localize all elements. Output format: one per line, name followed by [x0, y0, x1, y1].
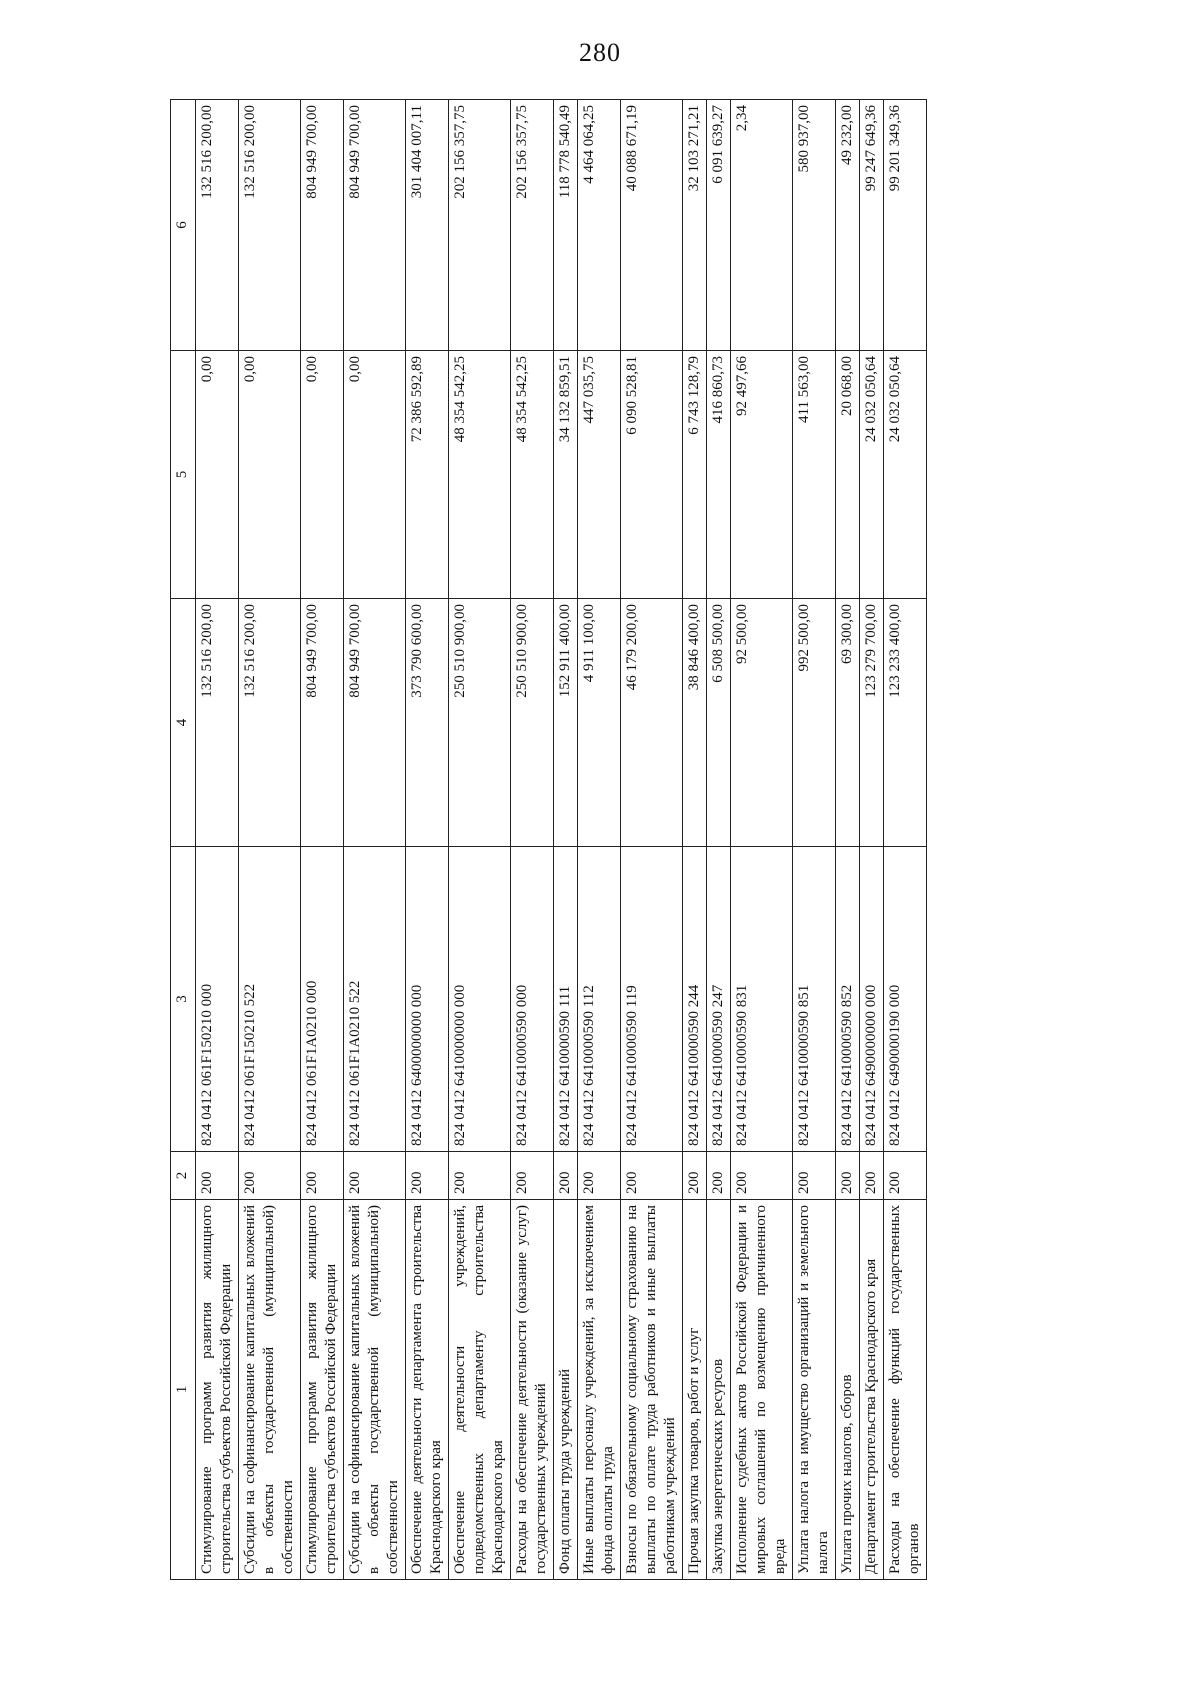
- table-row: [406, 100, 449, 1580]
- table-row: [554, 100, 578, 1580]
- cell-column-4: 992 500,00: [793, 599, 836, 847]
- table-row: [836, 100, 860, 1580]
- table-row: [511, 100, 554, 1580]
- table-row: [449, 100, 511, 1580]
- cell-column-5: 48 354 542,25: [449, 351, 511, 599]
- cell-code: 824 0412 6410000590 247: [707, 847, 731, 1152]
- cell-column-2: 200: [836, 1152, 860, 1200]
- cell-column-4: 804 949 700,00: [301, 599, 344, 847]
- cell-column-5: 24 032 050,64: [860, 351, 884, 599]
- cell-column-2: 200: [301, 1152, 344, 1200]
- table-row: [793, 100, 836, 1580]
- cell-column-5: 0,00: [239, 351, 301, 599]
- cell-column-4: 152 911 400,00: [554, 599, 578, 847]
- table-row: [683, 100, 707, 1580]
- cell-code: 824 0412 6410000590 000: [511, 847, 554, 1152]
- cell-column-2: 200: [731, 1152, 793, 1200]
- cell-code: 824 0412 061F1A0210 000: [301, 847, 344, 1152]
- cell-code: 824 0412 6410000590 851: [793, 847, 836, 1152]
- cell-column-5: 34 132 859,51: [554, 351, 578, 599]
- cell-description: Стимулирование программ развития жилищного строительства субъектов Российской Федерации: [301, 1200, 344, 1580]
- cell-description: Стимулирование программ развития жилищного строительства субъектов Российской Федерации: [196, 1200, 239, 1580]
- table-row: [578, 100, 621, 1580]
- header-col-1: 1: [171, 1200, 196, 1580]
- budget-table: [170, 99, 927, 1580]
- cell-column-6: 132 516 200,00: [239, 100, 301, 351]
- cell-column-5: 0,00: [344, 351, 406, 599]
- table-row: [239, 100, 301, 1580]
- table-row: [301, 100, 344, 1580]
- cell-column-6: 580 937,00: [793, 100, 836, 351]
- cell-column-6: 301 404 007,11: [406, 100, 449, 351]
- cell-column-2: 200: [793, 1152, 836, 1200]
- cell-column-4: 123 233 400,00: [884, 599, 927, 847]
- page-number: 280: [579, 38, 621, 67]
- cell-column-6: 40 088 671,19: [621, 100, 683, 351]
- header-col-3: 3: [171, 847, 196, 1152]
- cell-code: 824 0412 6400000000 000: [406, 847, 449, 1152]
- cell-column-2: 200: [621, 1152, 683, 1200]
- cell-column-4: 132 516 200,00: [196, 599, 239, 847]
- header-col-2: 2: [171, 1152, 196, 1200]
- cell-column-5: 411 563,00: [793, 351, 836, 599]
- cell-column-2: 200: [707, 1152, 731, 1200]
- cell-column-4: 92 500,00: [731, 599, 793, 847]
- cell-column-5: 48 354 542,25: [511, 351, 554, 599]
- cell-code: 824 0412 6490000000 000: [860, 847, 884, 1152]
- cell-column-4: 38 846 400,00: [683, 599, 707, 847]
- cell-column-5: 0,00: [196, 351, 239, 599]
- cell-column-4: 373 790 600,00: [406, 599, 449, 847]
- cell-description: Исполнение судебных актов Российской Федерации и мировых соглашений по возмещению причиненного вреда: [731, 1200, 793, 1580]
- cell-column-6: 2,34: [731, 100, 793, 351]
- cell-column-5: 6 090 528,81: [621, 351, 683, 599]
- cell-code: 824 0412 061F1A0210 522: [344, 847, 406, 1152]
- cell-column-4: 123 279 700,00: [860, 599, 884, 847]
- cell-column-5: 447 035,75: [578, 351, 621, 599]
- cell-description: Фонд оплаты труда учреждений: [554, 1200, 578, 1580]
- cell-description: Субсидии на софинансирование капитальных вложений в объекты государственной (муниципальной) собственности: [344, 1200, 406, 1580]
- cell-code: 824 0412 6410000590 244: [683, 847, 707, 1152]
- table-row: [884, 100, 927, 1580]
- cell-description: Прочая закупка товаров, работ и услуг: [683, 1200, 707, 1580]
- cell-column-5: 72 386 592,89: [406, 351, 449, 599]
- cell-description: Уплата прочих налогов, сборов: [836, 1200, 860, 1580]
- cell-column-5: 416 860,73: [707, 351, 731, 599]
- cell-column-4: 250 510 900,00: [511, 599, 554, 847]
- cell-column-4: 69 300,00: [836, 599, 860, 847]
- cell-column-6: 132 516 200,00: [196, 100, 239, 351]
- cell-column-2: 200: [196, 1152, 239, 1200]
- table-body: [196, 100, 927, 1580]
- table-row: [860, 100, 884, 1580]
- cell-description: Обеспечение деятельности департамента строительства Краснодарского края: [406, 1200, 449, 1580]
- cell-description: Расходы на обеспечение деятельности (оказание услуг) государственных учреждений: [511, 1200, 554, 1580]
- cell-column-6: 99 247 649,36: [860, 100, 884, 351]
- header-col-5: 5: [171, 351, 196, 599]
- cell-description: Расходы на обеспечение функций государственных органов: [884, 1200, 927, 1580]
- cell-column-4: 250 510 900,00: [449, 599, 511, 847]
- cell-description: Иные выплаты персоналу учреждений, за исключением фонда оплаты труда: [578, 1200, 621, 1580]
- header-col-4: 4: [171, 599, 196, 847]
- cell-description: Субсидии на софинансирование капитальных вложений в объекты государственной (муниципальной) собственности: [239, 1200, 301, 1580]
- cell-column-2: 200: [511, 1152, 554, 1200]
- cell-code: 824 0412 6410000590 119: [621, 847, 683, 1152]
- cell-code: 824 0412 6410000590 831: [731, 847, 793, 1152]
- cell-column-4: 804 949 700,00: [344, 599, 406, 847]
- cell-description: Обеспечение деятельности учреждений, подведомственных департаменту строительства Краснодарского края: [449, 1200, 511, 1580]
- cell-column-2: 200: [406, 1152, 449, 1200]
- cell-description: Департамент строительства Краснодарского края: [860, 1200, 884, 1580]
- cell-column-2: 200: [449, 1152, 511, 1200]
- cell-column-6: 202 156 357,75: [511, 100, 554, 351]
- cell-code: 824 0412 6410000590 852: [836, 847, 860, 1152]
- cell-column-6: 804 949 700,00: [301, 100, 344, 351]
- cell-code: 824 0412 6410000590 111: [554, 847, 578, 1152]
- cell-column-6: 804 949 700,00: [344, 100, 406, 351]
- cell-code: 824 0412 061F150210 522: [239, 847, 301, 1152]
- table-row: [344, 100, 406, 1580]
- cell-column-6: 202 156 357,75: [449, 100, 511, 351]
- cell-column-6: 32 103 271,21: [683, 100, 707, 351]
- cell-column-6: 99 201 349,36: [884, 100, 927, 351]
- table-row: [731, 100, 793, 1580]
- cell-column-2: 200: [239, 1152, 301, 1200]
- cell-description: Закупка энергетических ресурсов: [707, 1200, 731, 1580]
- cell-column-4: 4 911 100,00: [578, 599, 621, 847]
- cell-code: 824 0412 6410000590 112: [578, 847, 621, 1152]
- cell-column-5: 20 068,00: [836, 351, 860, 599]
- table-row: [196, 100, 239, 1580]
- cell-column-2: 200: [344, 1152, 406, 1200]
- cell-column-2: 200: [884, 1152, 927, 1200]
- header-col-6: 6: [171, 100, 196, 351]
- cell-column-5: 0,00: [301, 351, 344, 599]
- cell-column-5: 6 743 128,79: [683, 351, 707, 599]
- cell-code: 824 0412 061F150210 000: [196, 847, 239, 1152]
- cell-column-6: 4 464 064,25: [578, 100, 621, 351]
- cell-column-2: 200: [860, 1152, 884, 1200]
- cell-column-2: 200: [554, 1152, 578, 1200]
- rotated-table-container: [170, 100, 1110, 1580]
- cell-code: 824 0412 6410000000 000: [449, 847, 511, 1152]
- table-row: [621, 100, 683, 1580]
- cell-description: Взносы по обязательному социальному страхованию на выплаты по оплате труда работников и иные выплаты работникам учреждений: [621, 1200, 683, 1580]
- cell-column-6: 118 778 540,49: [554, 100, 578, 351]
- cell-code: 824 0412 6490000190 000: [884, 847, 927, 1152]
- header-row: [171, 100, 196, 1580]
- cell-column-6: 49 232,00: [836, 100, 860, 351]
- cell-column-5: 92 497,66: [731, 351, 793, 599]
- cell-column-4: 46 179 200,00: [621, 599, 683, 847]
- table-row: [707, 100, 731, 1580]
- cell-column-4: 6 508 500,00: [707, 599, 731, 847]
- cell-column-6: 6 091 639,27: [707, 100, 731, 351]
- cell-column-2: 200: [578, 1152, 621, 1200]
- cell-column-5: 24 032 050,64: [884, 351, 927, 599]
- cell-column-2: 200: [683, 1152, 707, 1200]
- cell-description: Уплата налога на имущество организаций и земельного налога: [793, 1200, 836, 1580]
- cell-column-4: 132 516 200,00: [239, 599, 301, 847]
